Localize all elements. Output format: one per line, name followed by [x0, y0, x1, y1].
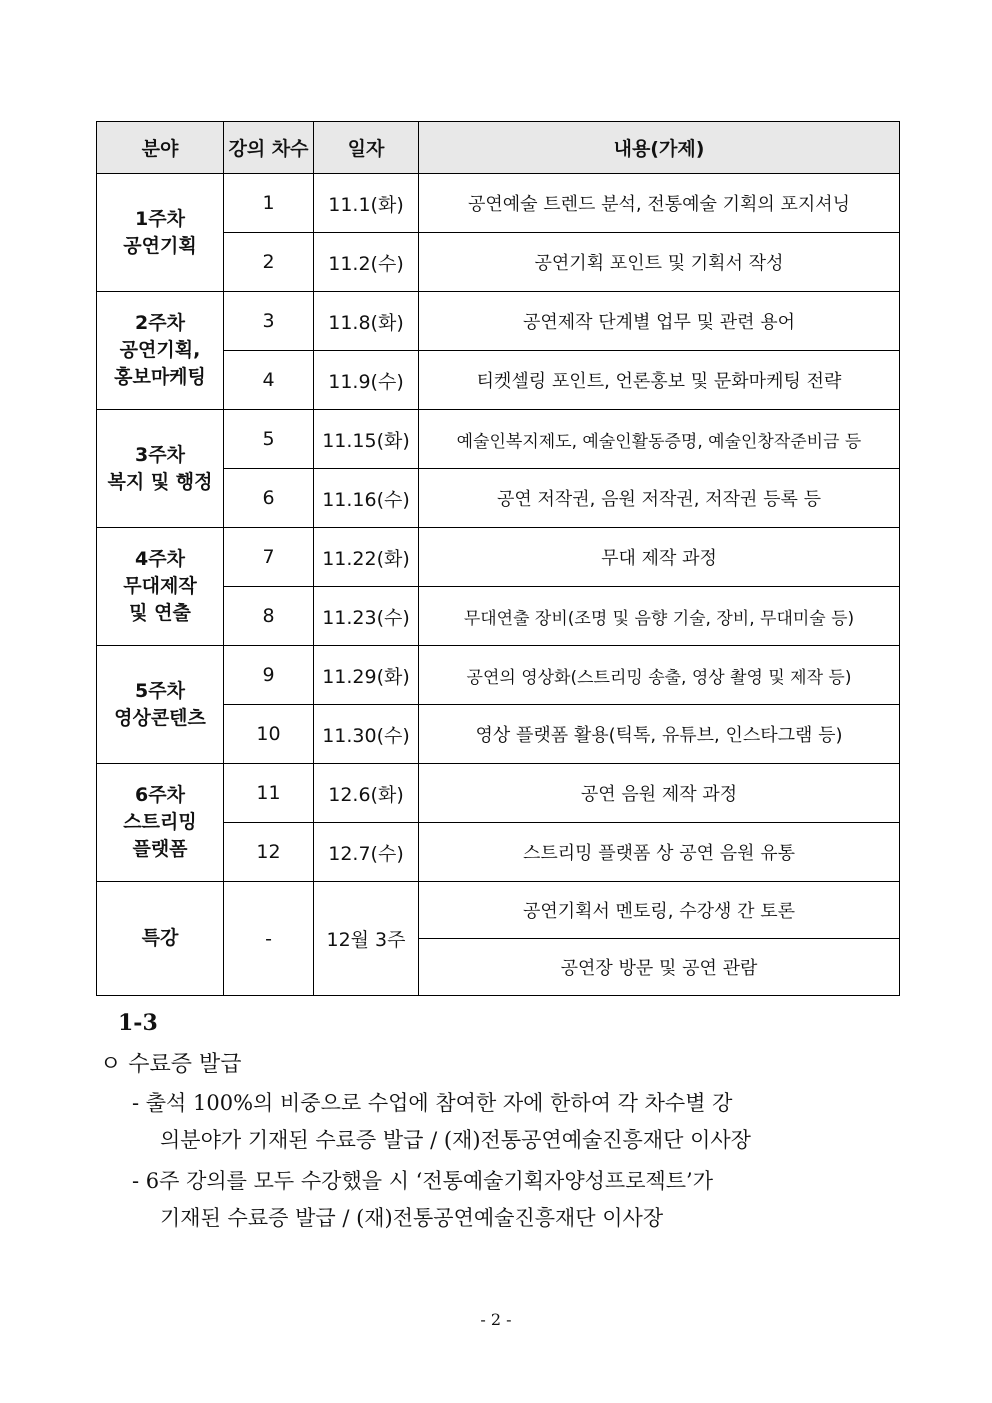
certificate-title: ㅇ 수료증 발급 [100, 1052, 242, 1077]
header-date: 일자 [314, 122, 419, 174]
schedule-table [96, 121, 900, 996]
certificate-bullet [132, 1163, 902, 1237]
session-cell: 5 [224, 410, 314, 469]
date-cell: 11.23(수) [314, 587, 419, 646]
content-cell: 공연의 영상화(스트리밍 송출, 영상 촬영 및 제작 등) [419, 646, 900, 705]
category-cell: 2주차 공연기획, 홍보마케팅 [97, 292, 224, 410]
date-cell: 11.22(화) [314, 528, 419, 587]
date-cell: 11.29(화) [314, 646, 419, 705]
session-cell: 7 [224, 528, 314, 587]
session-cell: 10 [224, 705, 314, 764]
content-cell: 무대연출 장비(조명 및 음향 기술, 장비, 무대미술 등) [419, 587, 900, 646]
table-row [97, 646, 900, 705]
date-cell: 11.30(수) [314, 705, 419, 764]
page-number: - 2 - [480, 1310, 512, 1329]
table-row [97, 528, 900, 587]
category-cell: 6주차 스트리밍 플랫폼 [97, 764, 224, 882]
content-cell: 공연예술 트렌드 분석, 전통예술 기획의 포지셔닝 [419, 174, 900, 233]
header-session: 강의 차수 [224, 122, 314, 174]
session-cell: 12 [224, 823, 314, 882]
content-cell: 무대 제작 과정 [419, 528, 900, 587]
session-cell: 11 [224, 764, 314, 823]
category-cell: 3주차 복지 및 행정 [97, 410, 224, 528]
content-cell: 영상 플랫폼 활용(틱톡, 유튜브, 인스타그램 등) [419, 705, 900, 764]
category-cell: 1주차 공연기획 [97, 174, 224, 292]
date-cell: 11.9(수) [314, 351, 419, 410]
session-cell: 8 [224, 587, 314, 646]
header-content: 내용(가제) [419, 122, 900, 174]
section-number: 1-3 [118, 1010, 158, 1036]
content-cell: 공연제작 단계별 업무 및 관련 용어 [419, 292, 900, 351]
date-cell: 12.7(수) [314, 823, 419, 882]
session-cell: 9 [224, 646, 314, 705]
header-field: 분야 [97, 122, 224, 174]
content-cell: 공연장 방문 및 공연 관람 [419, 939, 900, 996]
table-header-row [97, 122, 900, 174]
session-cell: 3 [224, 292, 314, 351]
date-cell: 11.2(수) [314, 233, 419, 292]
date-cell: 11.16(수) [314, 469, 419, 528]
category-cell: 4주차 무대제작 및 연출 [97, 528, 224, 646]
table-row [97, 764, 900, 823]
table-row [97, 882, 900, 939]
category-cell: 5주차 영상콘텐츠 [97, 646, 224, 764]
date-cell: 11.8(화) [314, 292, 419, 351]
content-cell: 티켓셀링 포인트, 언론홍보 및 문화마케팅 전략 [419, 351, 900, 410]
bullet-line: - 출석 100%의 비중으로 수업에 참여한 자에 한하여 각 차수별 강 [132, 1091, 733, 1115]
content-cell: 공연기획 포인트 및 기획서 작성 [419, 233, 900, 292]
table-row [97, 174, 900, 233]
date-cell: 11.1(화) [314, 174, 419, 233]
date-cell: 12.6(화) [314, 764, 419, 823]
category-cell: 특강 [97, 882, 224, 996]
session-cell: 2 [224, 233, 314, 292]
table-row [97, 292, 900, 351]
content-cell: 스트리밍 플랫폼 상 공연 음원 유통 [419, 823, 900, 882]
content-cell: 예술인복지제도, 예술인활동증명, 예술인창작준비금 등 [419, 410, 900, 469]
table-row [97, 410, 900, 469]
session-cell: - [224, 882, 314, 996]
bullet-line: - 6주 강의를 모두 수강했을 시 ‘전통예술기획자양성프로젝트’가 [132, 1169, 714, 1193]
bullet-line: 기재된 수료증 발급 / (재)전통공연예술진흥재단 이사장 [160, 1206, 664, 1230]
session-cell: 4 [224, 351, 314, 410]
session-cell: 1 [224, 174, 314, 233]
session-cell: 6 [224, 469, 314, 528]
bullet-line: 의분야가 기재된 수료증 발급 / (재)전통공연예술진흥재단 이사장 [160, 1128, 751, 1152]
content-cell: 공연 음원 제작 과정 [419, 764, 900, 823]
content-cell: 공연 저작권, 음원 저작권, 저작권 등록 등 [419, 469, 900, 528]
certificate-bullet [132, 1085, 902, 1159]
date-cell: 11.15(화) [314, 410, 419, 469]
content-cell: 공연기획서 멘토링, 수강생 간 토론 [419, 882, 900, 939]
date-cell: 12월 3주 [314, 882, 419, 996]
